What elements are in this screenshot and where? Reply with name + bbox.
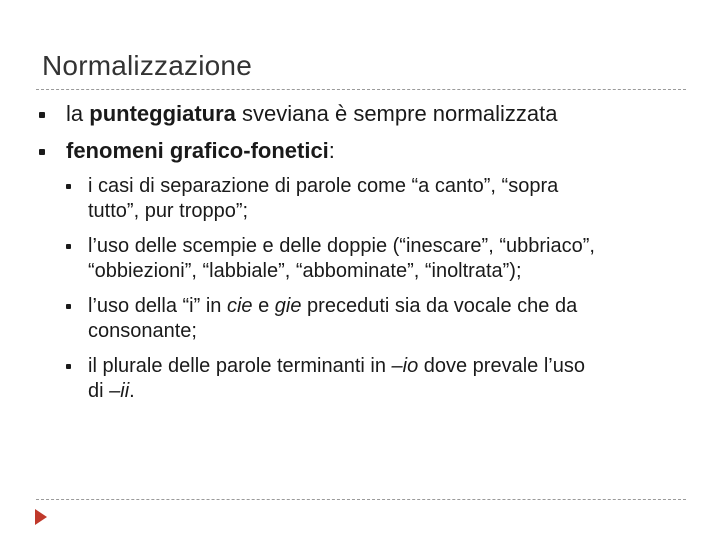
- bullet-text-before: la: [66, 101, 90, 126]
- sub-text: .: [129, 380, 135, 402]
- sub-item-scempie-doppie: [88, 234, 688, 284]
- bullet-item-fenomeni: [66, 138, 696, 164]
- sub-item-separazione: [88, 174, 688, 224]
- sub-text: il plurale delle parole terminanti in: [88, 355, 392, 377]
- sub-line: consonante;: [88, 320, 197, 342]
- sub-text: preceduti sia da vocale che da: [301, 295, 578, 317]
- sub-text-italic: gie: [274, 295, 302, 317]
- sub-text: l’uso della “i” in: [88, 295, 227, 317]
- sub-line: i casi di separazione di parole come “a canto”, “sopra: [88, 175, 559, 197]
- sub-text: e: [252, 295, 275, 317]
- sub-item-plurale: [88, 354, 688, 404]
- sub-line: “obbiezioni”, “labbiale”, “abbominate”, “inoltrata”);: [88, 260, 522, 282]
- bullet-text-bold: punteggiatura: [89, 101, 236, 126]
- sub-line: tutto”, pur troppo”;: [88, 200, 249, 222]
- square-bullet-icon: [66, 244, 71, 249]
- sub-text: di: [88, 380, 110, 402]
- bullet-text-after: :: [328, 138, 335, 163]
- title-divider: [36, 89, 686, 90]
- sub-text: dove prevale l’uso: [418, 355, 585, 377]
- square-bullet-icon: [66, 184, 71, 189]
- sub-text-italic: –ii: [109, 380, 130, 402]
- bullet-item-punteggiatura: [66, 101, 696, 127]
- square-bullet-icon: [66, 364, 71, 369]
- footer-divider: [36, 499, 686, 500]
- square-bullet-icon: [39, 149, 45, 155]
- bullet-text-after: sveviana è sempre normalizzata: [235, 101, 558, 126]
- sub-text-italic: –io: [391, 355, 419, 377]
- slide-title: Normalizzazione: [42, 50, 252, 81]
- sub-item-cie-gie: [88, 294, 688, 344]
- sub-text-italic: cie: [226, 295, 253, 317]
- nav-arrow-shape: [35, 509, 47, 525]
- sub-line: l’uso delle scempie e delle doppie (“inescare”, “ubbriaco”,: [88, 235, 595, 257]
- square-bullet-icon: [39, 112, 45, 118]
- play-arrow-icon[interactable]: [34, 508, 48, 526]
- bullet-text-bold: fenomeni grafico-fonetici: [66, 138, 329, 163]
- square-bullet-icon: [66, 304, 71, 309]
